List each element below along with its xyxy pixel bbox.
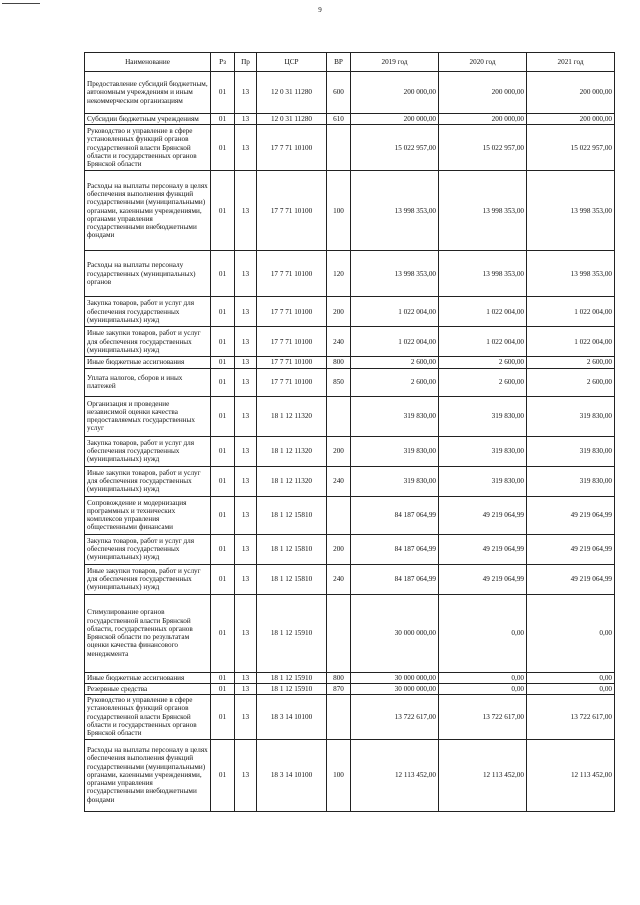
row-vr: 200 — [327, 436, 351, 466]
row-vr: 240 — [327, 327, 351, 357]
table-row — [85, 436, 615, 466]
table-row — [85, 396, 615, 436]
row-2020: 49 219 064,99 — [439, 496, 527, 534]
row-2021: 2 600,00 — [527, 368, 615, 396]
row-rz: 01 — [211, 496, 235, 534]
table-row — [85, 695, 615, 739]
row-vr: 610 — [327, 114, 351, 125]
row-name: Руководство и управление в сфере установленных функций органов государственной власти Брянской области и государственных органов Брянской области — [85, 125, 211, 171]
row-vr: 120 — [327, 251, 351, 297]
row-csr: 17 7 71 10100 — [257, 297, 327, 327]
table-row — [85, 683, 615, 694]
row-2021: 12 113 452,00 — [527, 739, 615, 811]
row-2020: 0,00 — [439, 683, 527, 694]
row-2021: 49 219 064,99 — [527, 496, 615, 534]
row-name: Расходы на выплаты персоналу в целях обеспечения выполнения функций государственными (муниципальными) органами, казенными учреждениями, органами управления государственными внебюджетными фондами — [85, 171, 211, 251]
row-2019: 1 022 004,00 — [351, 297, 439, 327]
row-2020: 1 022 004,00 — [439, 327, 527, 357]
row-2021: 2 600,00 — [527, 357, 615, 368]
row-2020: 49 219 064,99 — [439, 534, 527, 564]
row-2019: 13 722 617,00 — [351, 695, 439, 739]
row-vr: 100 — [327, 739, 351, 811]
row-csr: 18 1 12 15810 — [257, 496, 327, 534]
row-2020: 0,00 — [439, 672, 527, 683]
row-csr: 18 1 12 15810 — [257, 564, 327, 594]
row-2020: 13 998 353,00 — [439, 171, 527, 251]
row-vr: 100 — [327, 171, 351, 251]
table-row — [85, 251, 615, 297]
row-2019: 1 022 004,00 — [351, 327, 439, 357]
row-vr: 240 — [327, 466, 351, 496]
row-csr: 18 3 14 10100 — [257, 695, 327, 739]
row-vr: 200 — [327, 534, 351, 564]
row-name: Предоставление субсидий бюджетным, автономным учреждениям и иным некоммерческим организациям — [85, 72, 211, 114]
row-2021: 1 022 004,00 — [527, 327, 615, 357]
row-vr: 850 — [327, 368, 351, 396]
row-pr: 13 — [235, 739, 257, 811]
top-rule — [2, 3, 40, 4]
row-rz: 01 — [211, 672, 235, 683]
row-csr: 17 7 71 10100 — [257, 357, 327, 368]
row-name: Уплата налогов, сборов и иных платежей — [85, 368, 211, 396]
row-pr: 13 — [235, 114, 257, 125]
row-2021: 1 022 004,00 — [527, 297, 615, 327]
row-2021: 49 219 064,99 — [527, 534, 615, 564]
row-2020: 200 000,00 — [439, 114, 527, 125]
row-csr: 12 0 31 11280 — [257, 72, 327, 114]
row-vr: 240 — [327, 564, 351, 594]
row-vr: 870 — [327, 683, 351, 694]
table-row — [85, 125, 615, 171]
row-csr: 18 1 12 15810 — [257, 534, 327, 564]
row-vr: 600 — [327, 72, 351, 114]
row-2020: 0,00 — [439, 594, 527, 672]
table-row — [85, 368, 615, 396]
row-name: Расходы на выплаты персоналу в целях обеспечения выполнения функций государственными (муниципальными) органами, казенными учреждениями, органами управления государственными внебюджетными фондами — [85, 739, 211, 811]
row-2021: 0,00 — [527, 672, 615, 683]
row-rz: 01 — [211, 171, 235, 251]
row-pr: 13 — [235, 672, 257, 683]
row-2020: 319 830,00 — [439, 436, 527, 466]
row-vr: 800 — [327, 672, 351, 683]
row-2020: 2 600,00 — [439, 357, 527, 368]
row-csr: 17 7 71 10100 — [257, 171, 327, 251]
row-rz: 01 — [211, 564, 235, 594]
row-name: Иные закупки товаров, работ и услуг для обеспечения государственных (муниципальных) нужд — [85, 564, 211, 594]
row-2019: 30 000 000,00 — [351, 683, 439, 694]
table-header-row — [85, 53, 615, 72]
row-2019: 15 022 957,00 — [351, 125, 439, 171]
row-name: Закупка товаров, работ и услуг для обеспечения государственных (муниципальных) нужд — [85, 297, 211, 327]
row-2019: 12 113 452,00 — [351, 739, 439, 811]
header-name: Наименование — [85, 53, 211, 72]
row-name: Субсидии бюджетным учреждениям — [85, 114, 211, 125]
row-vr — [327, 496, 351, 534]
row-pr: 13 — [235, 683, 257, 694]
row-name: Иные закупки товаров, работ и услуг для обеспечения государственных (муниципальных) нужд — [85, 327, 211, 357]
row-rz: 01 — [211, 739, 235, 811]
row-2019: 319 830,00 — [351, 466, 439, 496]
row-name: Иные закупки товаров, работ и услуг для обеспечения государственных (муниципальных) нужд — [85, 466, 211, 496]
header-csr: ЦСР — [257, 53, 327, 72]
row-pr: 13 — [235, 171, 257, 251]
row-rz: 01 — [211, 357, 235, 368]
row-name: Иные бюджетные ассигнования — [85, 672, 211, 683]
row-name: Руководство и управление в сфере установленных функций органов государственной власти Брянской области и государственных органов Брянской области — [85, 695, 211, 739]
row-rz: 01 — [211, 251, 235, 297]
row-csr: 18 1 12 15910 — [257, 594, 327, 672]
table-row — [85, 534, 615, 564]
row-name: Расходы на выплаты персоналу государственных (муниципальных) органов — [85, 251, 211, 297]
table-row — [85, 72, 615, 114]
row-2020: 200 000,00 — [439, 72, 527, 114]
row-2020: 319 830,00 — [439, 466, 527, 496]
row-2019: 319 830,00 — [351, 436, 439, 466]
row-vr: 200 — [327, 297, 351, 327]
row-2021: 200 000,00 — [527, 114, 615, 125]
header-2021: 2021 год — [527, 53, 615, 72]
row-vr — [327, 125, 351, 171]
table-row — [85, 564, 615, 594]
row-2021: 49 219 064,99 — [527, 564, 615, 594]
row-pr: 13 — [235, 496, 257, 534]
header-2020: 2020 год — [439, 53, 527, 72]
row-2019: 2 600,00 — [351, 368, 439, 396]
row-csr: 17 7 71 10100 — [257, 327, 327, 357]
row-name: Организация и проведение независимой оценки качества предоставляемых государственных услуг — [85, 396, 211, 436]
row-2020: 15 022 957,00 — [439, 125, 527, 171]
row-2019: 319 830,00 — [351, 396, 439, 436]
row-rz: 01 — [211, 368, 235, 396]
row-pr: 13 — [235, 297, 257, 327]
row-2021: 15 022 957,00 — [527, 125, 615, 171]
row-pr: 13 — [235, 466, 257, 496]
row-rz: 01 — [211, 396, 235, 436]
row-csr: 17 7 71 10100 — [257, 125, 327, 171]
row-2019: 84 187 064,99 — [351, 496, 439, 534]
row-2020: 12 113 452,00 — [439, 739, 527, 811]
row-pr: 13 — [235, 594, 257, 672]
row-pr: 13 — [235, 368, 257, 396]
header-pr: Пр — [235, 53, 257, 72]
row-rz: 01 — [211, 327, 235, 357]
row-vr: 800 — [327, 357, 351, 368]
row-name: Стимулирование органов государственной власти Брянской области, государственных органов Брянской области по результатам оценки качества финансового менеджмента — [85, 594, 211, 672]
row-csr: 18 1 12 15910 — [257, 672, 327, 683]
row-name: Резервные средства — [85, 683, 211, 694]
row-pr: 13 — [235, 564, 257, 594]
row-rz: 01 — [211, 695, 235, 739]
row-csr: 18 1 12 11320 — [257, 466, 327, 496]
row-pr: 13 — [235, 436, 257, 466]
header-rz: Рз — [211, 53, 235, 72]
row-pr: 13 — [235, 534, 257, 564]
row-2021: 13 722 617,00 — [527, 695, 615, 739]
row-2020: 49 219 064,99 — [439, 564, 527, 594]
row-2019: 2 600,00 — [351, 357, 439, 368]
row-vr — [327, 594, 351, 672]
row-2019: 84 187 064,99 — [351, 534, 439, 564]
row-2019: 13 998 353,00 — [351, 251, 439, 297]
row-2019: 13 998 353,00 — [351, 171, 439, 251]
page-number: 9 — [318, 6, 322, 14]
row-2019: 200 000,00 — [351, 72, 439, 114]
row-pr: 13 — [235, 327, 257, 357]
table-row — [85, 357, 615, 368]
table-row — [85, 297, 615, 327]
row-2019: 30 000 000,00 — [351, 594, 439, 672]
header-vr: ВР — [327, 53, 351, 72]
table-row — [85, 672, 615, 683]
table-row — [85, 114, 615, 125]
row-csr: 18 1 12 15910 — [257, 683, 327, 694]
row-pr: 13 — [235, 695, 257, 739]
row-2020: 13 722 617,00 — [439, 695, 527, 739]
row-2021: 13 998 353,00 — [527, 171, 615, 251]
table-row — [85, 171, 615, 251]
table-row — [85, 594, 615, 672]
row-pr: 13 — [235, 357, 257, 368]
table-row — [85, 496, 615, 534]
row-2020: 13 998 353,00 — [439, 251, 527, 297]
row-2021: 0,00 — [527, 683, 615, 694]
row-2021: 319 830,00 — [527, 396, 615, 436]
row-2021: 13 998 353,00 — [527, 251, 615, 297]
row-pr: 13 — [235, 251, 257, 297]
row-name: Закупка товаров, работ и услуг для обеспечения государственных (муниципальных) нужд — [85, 534, 211, 564]
row-rz: 01 — [211, 297, 235, 327]
row-vr — [327, 396, 351, 436]
row-rz: 01 — [211, 125, 235, 171]
row-pr: 13 — [235, 396, 257, 436]
row-2019: 200 000,00 — [351, 114, 439, 125]
table-row — [85, 739, 615, 811]
row-2020: 319 830,00 — [439, 396, 527, 436]
header-2019: 2019 год — [351, 53, 439, 72]
row-rz: 01 — [211, 114, 235, 125]
row-csr: 17 7 71 10100 — [257, 368, 327, 396]
row-csr: 17 7 71 10100 — [257, 251, 327, 297]
row-pr: 13 — [235, 72, 257, 114]
row-name: Закупка товаров, работ и услуг для обеспечения государственных (муниципальных) нужд — [85, 436, 211, 466]
row-pr: 13 — [235, 125, 257, 171]
row-rz: 01 — [211, 683, 235, 694]
row-2019: 30 000 000,00 — [351, 672, 439, 683]
row-vr — [327, 695, 351, 739]
row-name: Сопровождение и модернизация программных и технических комплексов управления общественными финансами — [85, 496, 211, 534]
row-rz: 01 — [211, 466, 235, 496]
row-rz: 01 — [211, 72, 235, 114]
row-2021: 319 830,00 — [527, 436, 615, 466]
row-2020: 2 600,00 — [439, 368, 527, 396]
row-csr: 18 1 12 11320 — [257, 436, 327, 466]
table-row — [85, 466, 615, 496]
row-csr: 12 0 31 11280 — [257, 114, 327, 125]
row-rz: 01 — [211, 436, 235, 466]
row-rz: 01 — [211, 594, 235, 672]
row-csr: 18 3 14 10100 — [257, 739, 327, 811]
row-2019: 84 187 064,99 — [351, 564, 439, 594]
row-2021: 200 000,00 — [527, 72, 615, 114]
row-rz: 01 — [211, 534, 235, 564]
budget-table — [84, 52, 615, 812]
row-2021: 0,00 — [527, 594, 615, 672]
row-2020: 1 022 004,00 — [439, 297, 527, 327]
row-csr: 18 1 12 11320 — [257, 396, 327, 436]
table-row — [85, 327, 615, 357]
row-name: Иные бюджетные ассигнования — [85, 357, 211, 368]
row-2021: 319 830,00 — [527, 466, 615, 496]
